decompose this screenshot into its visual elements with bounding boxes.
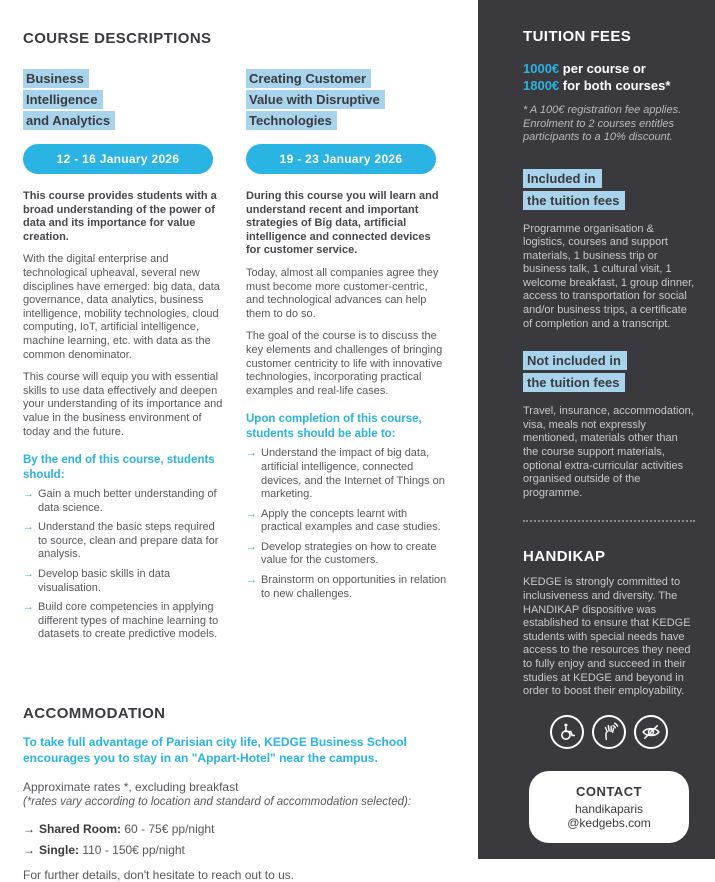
accommodation-heading: ACCOMMODATION	[23, 705, 166, 722]
course-title	[23, 69, 224, 132]
not-included-label	[523, 351, 695, 395]
arrow-bullet-icon: →	[23, 568, 34, 581]
arrow-bullet-icon: →	[246, 507, 257, 520]
arrow-bullet-icon: →	[246, 447, 257, 460]
outcome-item	[246, 447, 447, 501]
accommodation-intro: To take full advantage of Parisian city life, KEDGE Business School encourages you to stay in an "Appart-Hotel" near the campus.	[23, 735, 407, 765]
course-title-line: Value with Disruptive	[246, 90, 385, 109]
not-included-label-line: the tuition fees	[523, 373, 625, 392]
dotted-divider	[523, 520, 695, 522]
included-text: Programme organisation & logistics, courses and support materials, 1 business trip or business talk, 1 cultural visit, 1 welcome breakfast, 1 group dinner, access to transportation for social and/or business trips, a certificate of completion and a transcript.	[523, 222, 695, 330]
not-included-text: Travel, insurance, accommodation, visa, meals not expressly mentioned, materials other than the course support materials, optional extra-curricular activities organised outside of the programme.	[523, 405, 694, 499]
accommodation-footer: For further details, don't hesitate to reach out to us.	[23, 868, 295, 882]
outcome-item	[246, 574, 447, 601]
handikap-heading: HANDIKAP	[523, 548, 606, 566]
included-label-line: Included in	[523, 169, 602, 188]
registration-note: * A 100€ registration fee applies. Enrolment to 2 courses entitles participants to a 10% discount.	[523, 104, 682, 143]
rate-label: Single:	[39, 843, 80, 857]
included-label	[523, 169, 695, 213]
rate-item	[23, 822, 468, 837]
course-outcomes-list	[246, 447, 447, 601]
course-title-line: Intelligence	[23, 90, 103, 109]
contact-email-line: handikaparis	[574, 801, 644, 816]
contact-email-line: @kedgebs.com	[567, 816, 651, 831]
outcome-item	[23, 488, 224, 515]
outcome-item	[246, 541, 447, 568]
outcome-text: Gain a much better understanding of data science.	[38, 488, 217, 514]
course-outcomes-heading: By the end of this course, students should:	[23, 454, 215, 481]
rate-item	[23, 843, 468, 858]
included-label-line: the tuition fees	[523, 191, 625, 210]
price-line	[523, 77, 695, 94]
outcome-text: Develop basic skills in data visualisation.	[38, 568, 171, 594]
price-amount: 1000€	[523, 61, 560, 76]
course-paragraph: This course will equip you with essential skills to use data effectively and deepen your understanding of its importance and value in the business environment of today and the future.	[23, 371, 223, 438]
course-title-line: Creating Customer	[246, 69, 371, 88]
handikap-text: KEDGE is strongly committed to inclusiveness and diversity. The HANDIKAP dispositive was established to ensure that KEDGE students with special needs have access to the resources they need to fully enjoy and succeed in their studies at KEDGE and beyond in order to boost their employability.	[523, 576, 691, 698]
wheelchair-icon	[550, 715, 584, 749]
blind-icon	[634, 715, 668, 749]
course-lead: During this course you will learn and understand recent and important strategies of Big data, artificial intelligence and connected devices for customer service.	[246, 190, 439, 257]
arrow-bullet-icon: →	[23, 822, 35, 836]
rate-value: 60 - 75€ pp/night	[121, 822, 215, 836]
outcome-item	[23, 568, 224, 595]
course-date-badge: 19 - 23 January 2026	[246, 144, 436, 174]
accessibility-icons	[523, 715, 695, 749]
not-included-label-line: Not included in	[523, 351, 627, 370]
arrow-bullet-icon: →	[23, 843, 35, 857]
course-title-line: Business	[23, 69, 89, 88]
course-outcomes-list	[23, 488, 224, 642]
course-paragraph: With the digital enterprise and technological upheaval, several new disciplines have emerged: big data, data governance, data analytics, business intelligence, mobility technologies, cloud computing, IoT, artificial intelligence, machine learning, etc. with data as the common denominator.	[23, 253, 220, 361]
outcome-text: Develop strategies on how to create value for the customers.	[261, 540, 437, 567]
tuition-fees-heading: TUITION FEES	[523, 28, 632, 45]
course-title-line: Technologies	[246, 111, 337, 130]
course-column-business-intelligence	[23, 69, 224, 681]
outcome-text: Build core competencies in applying different types of machine learning to datasets to create predictive models.	[38, 601, 219, 641]
sign-language-icon	[592, 715, 626, 749]
rates-note: (*rates vary according to location and standard of accommodation selected):	[23, 796, 412, 808]
rate-label: Shared Room:	[39, 822, 122, 836]
course-column-customer-value	[246, 69, 447, 681]
course-title	[246, 69, 447, 132]
arrow-bullet-icon: →	[23, 521, 34, 534]
rate-value: 110 - 150€ pp/night	[79, 843, 185, 857]
course-columns	[23, 69, 468, 681]
course-lead: This course provides students with a broad understanding of the power of data and its importance for value creation.	[23, 190, 217, 243]
course-date-badge: 12 - 16 January 2026	[23, 144, 213, 174]
arrow-bullet-icon: →	[23, 488, 34, 501]
outcome-item	[246, 508, 447, 535]
outcome-item	[23, 521, 224, 562]
arrow-bullet-icon: →	[246, 540, 257, 553]
outcome-text: Understand the impact of big data, artificial intelligence, connected devices, and the Internet of Things on marketing.	[261, 447, 445, 501]
course-title-line: and Analytics	[23, 111, 115, 130]
contact-heading: CONTACT	[575, 783, 643, 799]
course-paragraph: Today, almost all companies agree they must become more customer-centric, and technological advances can help them to do so.	[246, 266, 439, 320]
price-text: per course or	[559, 61, 646, 76]
contact-box[interactable]	[529, 771, 689, 843]
outcome-text: Apply the concepts learnt with practical examples and case studies.	[261, 507, 441, 534]
accommodation-section	[23, 705, 468, 882]
outcome-item	[23, 601, 224, 642]
rates-line: Approximate rates *, excluding breakfast	[23, 780, 239, 794]
course-paragraph: The goal of the course is to discuss the key elements and challenges of bringing customer centricity to life with innovative technologies, incorporating practical examples and real-life cases.	[246, 330, 443, 397]
price-text: for both courses*	[559, 78, 671, 93]
tuition-sidebar	[478, 0, 715, 859]
course-descriptions-heading: COURSE DESCRIPTIONS	[23, 30, 212, 47]
arrow-bullet-icon: →	[246, 574, 257, 587]
price-amount: 1800€	[523, 78, 560, 93]
course-outcomes-heading: Upon completion of this course, students should be able to:	[246, 413, 422, 440]
outcome-text: Understand the basic steps required to source, clean and prepare data for analysis.	[38, 521, 219, 561]
outcome-text: Brainstorm on opportunities in relation to new challenges.	[261, 574, 447, 600]
price-line	[523, 60, 695, 77]
arrow-bullet-icon: →	[23, 601, 34, 614]
